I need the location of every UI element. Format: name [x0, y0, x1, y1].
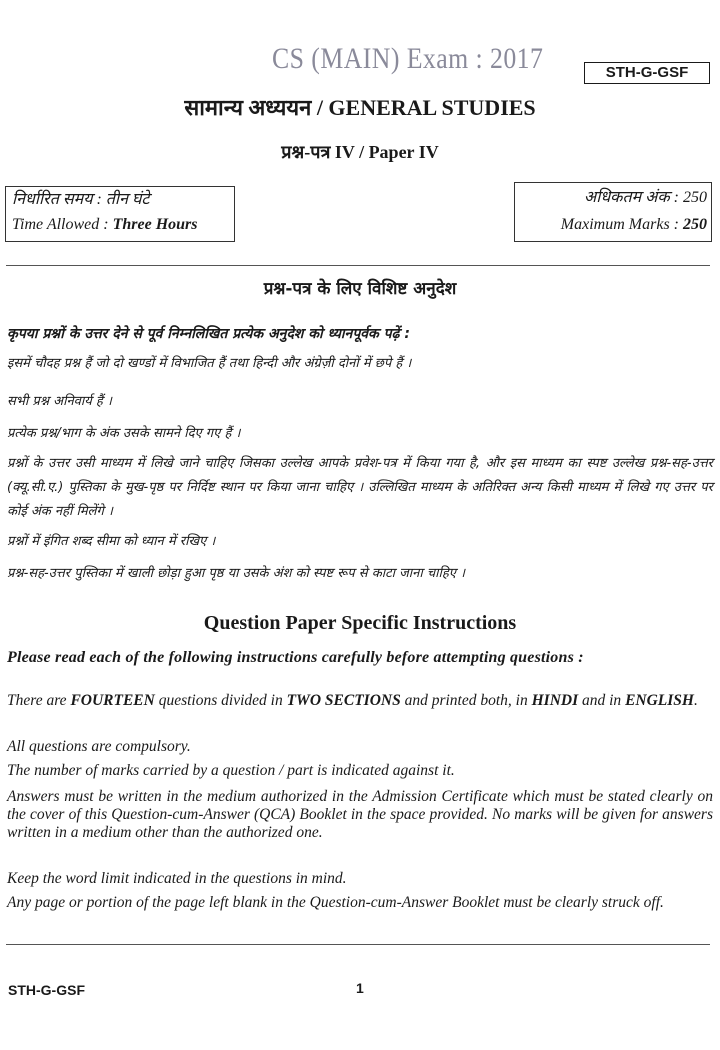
- divider-top: [6, 265, 710, 266]
- divider-bottom: [6, 944, 710, 945]
- instruction-1-text-d: and in: [578, 692, 626, 709]
- time-allowed-value: Three Hours: [112, 216, 198, 233]
- hindi-instruction-6: प्रश्न-सह-उत्तर पुस्तिका में खाली छोड़ा हुआ पृष्ठ या उसके अंश को स्पष्ट रूप से काटा जाना चाहिए ।: [7, 566, 465, 581]
- instruction-1-text-c: and printed both, in: [400, 692, 532, 709]
- hindi-instruction-1: इसमें चौदह प्रश्न हैं जो दो खण्डों में विभाजित हैं तथा हिन्दी और अंग्रेज़ी दोनों में छपे हैं ।: [7, 356, 412, 371]
- hindi-instruction-2: सभी प्रश्न अनिवार्य हैं ।: [7, 394, 112, 409]
- maximum-marks-english: [515, 210, 711, 237]
- time-allowed-hindi: निर्धारित समय : तीन घंटे: [12, 191, 150, 208]
- time-allowed-label: Time Allowed :: [12, 216, 113, 233]
- english-instructions-lead: Please read each of the following instructions carefully before attempting questions :: [7, 649, 584, 666]
- hindi-instruction-4: प्रश्नों के उत्तर उसी माध्यम में लिखे जाने चाहिए जिसका उल्लेख आपके प्रवेश-पत्र में किया गया है, और इस माध्यम का स्पष्ट उल्लेख प्रश्न-सह-उत्तर (क्यू.सी.ए.) पुस्तिका के मुख-पृष्ठ पर निर्दिष्ट स्थान पर किया जाना चाहिए । उल्लिखित माध्यम के अतिरिक्त अन्य किसी माध्यम में लिखे गए उत्तर पर कोई अंक नहीं मिलेंगे ।: [7, 456, 713, 519]
- instruction-1-two-sections: TWO SECTIONS: [286, 692, 401, 709]
- instruction-1-fourteen: FOURTEEN: [70, 692, 155, 709]
- footer-paper-code: STH-G-GSF: [8, 982, 85, 998]
- english-instruction-4: Answers must be written in the medium authorized in the Admission Certificate which must be stated clearly on the cover of this Question-cum-Answer (QCA) Booklet in the space provided. No marks will be given for answers written in a medium other than the authorized one.: [7, 788, 713, 841]
- instruction-1-text-b: questions divided in: [154, 692, 287, 709]
- maximum-marks-hindi: अधिकतम अंक : 250: [583, 189, 707, 206]
- paper-number: प्रश्न-पत्र IV / Paper IV: [281, 142, 439, 162]
- english-instruction-6: Any page or portion of the page left blank in the Question-cum-Answer Booklet must be clearly struck off.: [7, 894, 664, 911]
- hindi-instructions-heading: प्रश्न-पत्र के लिए विशिष्ट अनुदेश: [263, 279, 457, 299]
- exam-stamp: CS (MAIN) Exam : 2017: [272, 42, 544, 75]
- paper-code-box: STH-G-GSF: [584, 62, 710, 84]
- time-allowed-box: [5, 186, 235, 242]
- hindi-instruction-3: प्रत्येक प्रश्न/भाग के अंक उसके सामने दिए गए हैं ।: [7, 426, 241, 441]
- instruction-1-english: ENGLISH: [625, 692, 694, 709]
- instruction-1-text-a: There are: [7, 692, 71, 709]
- instruction-1-text-e: .: [693, 692, 698, 709]
- english-instructions-heading: Question Paper Specific Instructions: [203, 612, 517, 634]
- maximum-marks-label: Maximum Marks :: [560, 216, 683, 233]
- hindi-instructions-lead: कृपया प्रश्नों के उत्तर देने से पूर्व निम्नलिखित प्रत्येक अनुदेश को ध्यानपूर्वक पढ़ें :: [7, 326, 410, 342]
- hindi-instruction-5: प्रश्नों में इंगित शब्द सीमा को ध्यान में रखिए ।: [7, 534, 216, 549]
- page-number: 1: [356, 980, 364, 996]
- english-instruction-2: All questions are compulsory.: [7, 738, 191, 755]
- english-instruction-5: Keep the word limit indicated in the questions in mind.: [7, 870, 347, 887]
- english-instruction-1: [7, 692, 713, 710]
- instruction-1-hindi: HINDI: [531, 692, 579, 709]
- maximum-marks-value: 250: [683, 216, 707, 233]
- english-instruction-3: The number of marks carried by a question / part is indicated against it.: [7, 762, 455, 779]
- time-allowed-english: [6, 212, 234, 237]
- maximum-marks-box: [514, 182, 712, 242]
- paper-title: सामान्य अध्ययन / GENERAL STUDIES: [184, 95, 536, 120]
